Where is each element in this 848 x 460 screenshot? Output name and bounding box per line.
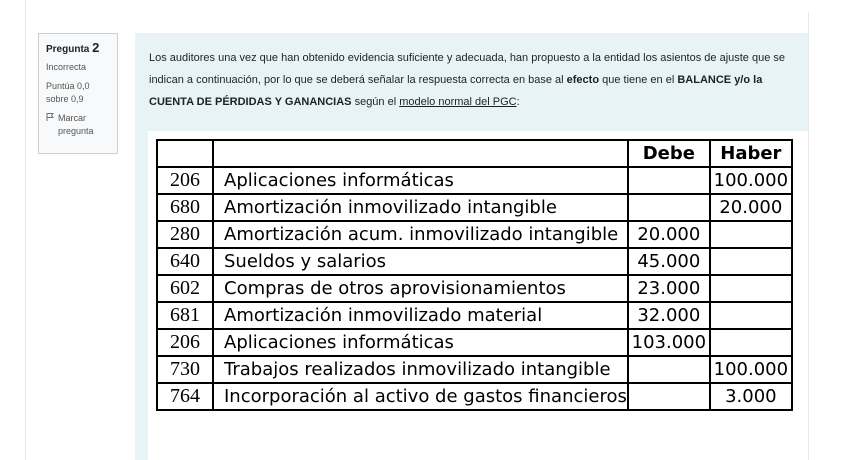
question-text bbox=[149, 47, 789, 113]
row-haber bbox=[710, 275, 792, 302]
row-code: 206 bbox=[157, 329, 213, 356]
row-debe: 20.000 bbox=[628, 221, 710, 248]
table-row bbox=[157, 194, 792, 221]
flag-question-label: Marcar pregunta bbox=[58, 113, 94, 136]
row-code: 681 bbox=[157, 302, 213, 329]
question-label: Pregunta bbox=[46, 44, 90, 55]
header-haber: Haber bbox=[710, 140, 792, 167]
header-debe: Debe bbox=[628, 140, 710, 167]
question-text-part4: : bbox=[516, 96, 520, 108]
table-header-row bbox=[157, 140, 792, 167]
right-border-line bbox=[808, 12, 809, 460]
question-text-bold1: efecto bbox=[566, 74, 600, 86]
table-row bbox=[157, 221, 792, 248]
question-text-part1: Los auditores una vez que han obtenido evidencia suficiente y adecuada, han propuesto a la entidad los asientos de ajuste que se indican a continuación, por lo que se deberá señalar la respuesta correcta en base al bbox=[149, 52, 786, 86]
row-debe bbox=[628, 167, 710, 194]
row-desc: Amortización inmovilizado intangible bbox=[213, 194, 628, 221]
table-row bbox=[157, 275, 792, 302]
question-number-value: 2 bbox=[92, 40, 100, 55]
row-debe bbox=[628, 356, 710, 383]
journal-entries-image bbox=[148, 131, 808, 460]
row-debe: 45.000 bbox=[628, 248, 710, 275]
question-state: Incorrecta bbox=[46, 62, 87, 72]
question-text-part3: según el bbox=[351, 96, 400, 108]
row-haber bbox=[710, 221, 792, 248]
table-row bbox=[157, 167, 792, 194]
question-info-box bbox=[38, 33, 118, 154]
row-code: 764 bbox=[157, 383, 213, 410]
row-desc: Trabajos realizados inmovilizado intangible bbox=[213, 356, 628, 383]
question-grade: Puntúa 0,0 sobre 0,9 bbox=[46, 81, 90, 104]
row-debe bbox=[628, 383, 710, 410]
question-text-bold2: BALANCE y/o la CUENTA DE PÉRDIDAS Y GANANCIAS bbox=[149, 74, 763, 108]
table-row bbox=[157, 248, 792, 275]
row-debe: 103.000 bbox=[628, 329, 710, 356]
row-desc: Sueldos y salarios bbox=[213, 248, 628, 275]
row-haber bbox=[710, 302, 792, 329]
row-code: 680 bbox=[157, 194, 213, 221]
question-text-part2: que tiene en el bbox=[599, 74, 678, 86]
header-code bbox=[157, 140, 213, 167]
row-desc: Aplicaciones informáticas bbox=[213, 167, 628, 194]
row-code: 640 bbox=[157, 248, 213, 275]
row-code: 730 bbox=[157, 356, 213, 383]
row-haber: 3.000 bbox=[710, 383, 792, 410]
row-code: 206 bbox=[157, 167, 213, 194]
row-haber: 100.000 bbox=[710, 356, 792, 383]
row-haber bbox=[710, 248, 792, 275]
row-code: 602 bbox=[157, 275, 213, 302]
row-haber: 100.000 bbox=[710, 167, 792, 194]
flag-icon bbox=[46, 112, 55, 138]
row-haber bbox=[710, 329, 792, 356]
row-debe bbox=[628, 194, 710, 221]
row-code: 280 bbox=[157, 221, 213, 248]
row-debe: 23.000 bbox=[628, 275, 710, 302]
table-row bbox=[157, 329, 792, 356]
left-border-line bbox=[25, 0, 26, 460]
table-row bbox=[157, 356, 792, 383]
header-desc bbox=[213, 140, 628, 167]
table-row bbox=[157, 383, 792, 410]
table-row bbox=[157, 302, 792, 329]
question-number bbox=[46, 40, 110, 55]
row-desc: Amortización inmovilizado material bbox=[213, 302, 628, 329]
row-desc: Aplicaciones informáticas bbox=[213, 329, 628, 356]
question-text-underline: modelo normal del PGC bbox=[399, 96, 517, 108]
row-desc: Incorporación al activo de gastos financieros bbox=[213, 383, 628, 410]
journal-entries-table bbox=[156, 139, 793, 411]
row-desc: Amortización acum. inmovilizado intangible bbox=[213, 221, 628, 248]
row-desc: Compras de otros aprovisionamientos bbox=[213, 275, 628, 302]
row-haber: 20.000 bbox=[710, 194, 792, 221]
row-debe: 32.000 bbox=[628, 302, 710, 329]
flag-question-link[interactable] bbox=[46, 112, 110, 138]
